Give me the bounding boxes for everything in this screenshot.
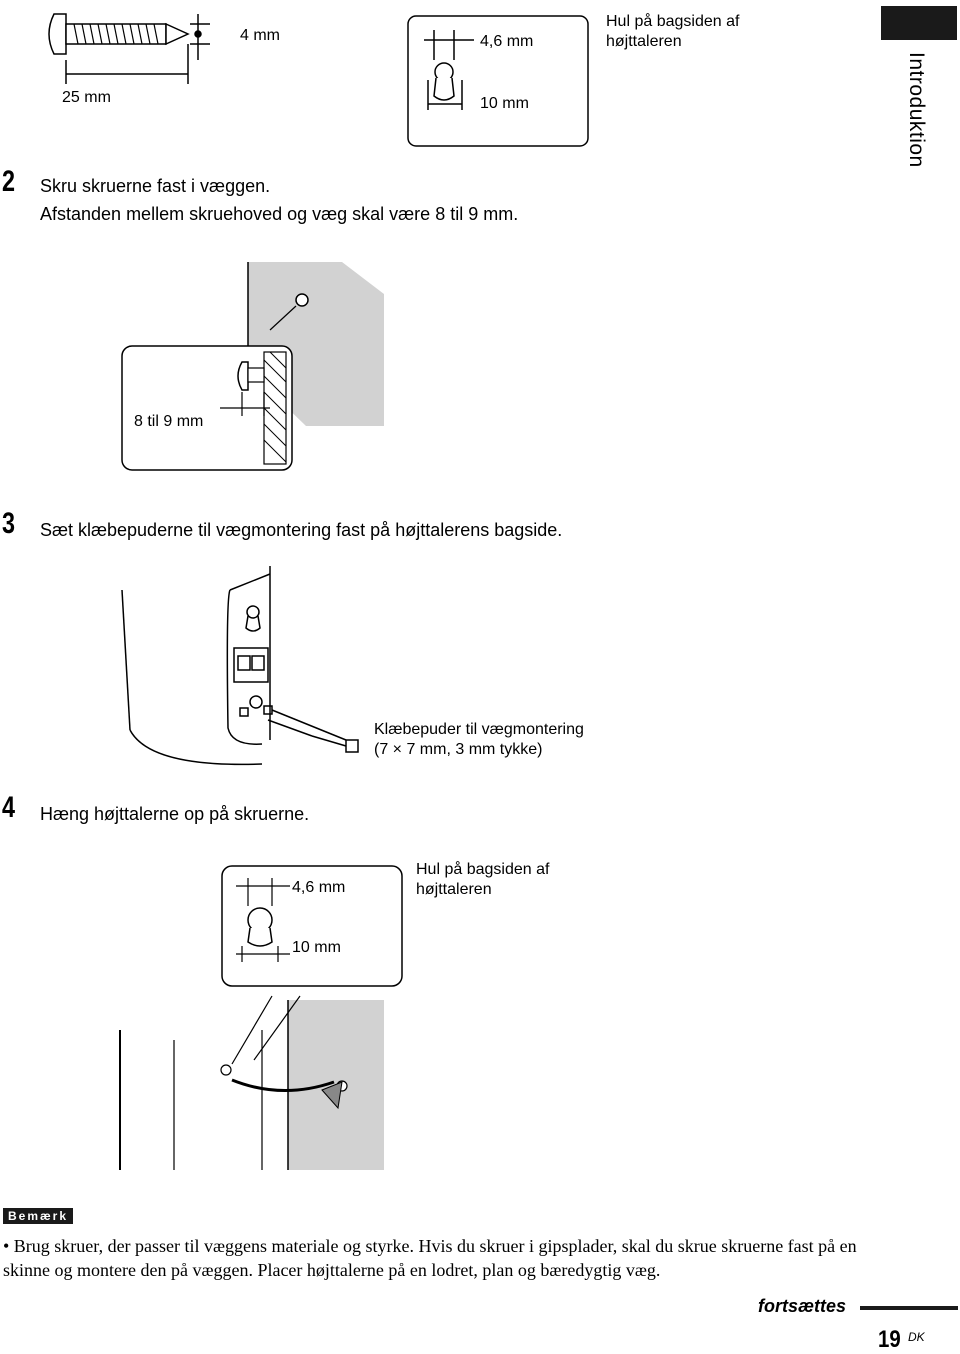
- wall-screw-illustration: [122, 262, 384, 470]
- section-label: Introduktion: [905, 52, 928, 168]
- section-tab-marker: [881, 6, 957, 40]
- hole-caption-line1: Hul på bagsiden af: [606, 13, 740, 30]
- fig4-hole-caption-line1: Hul på bagsiden af: [416, 861, 550, 878]
- step-3-text: Sæt klæbepuderne til vægmontering fast på højttalerens bagside.: [40, 520, 563, 540]
- step-4-number: 4: [2, 791, 16, 824]
- fig4-hole-height-label: 10 mm: [292, 939, 341, 956]
- page-number: 19: [878, 1326, 901, 1353]
- note-text: • Brug skruer, der passer til væggens materiale og styrke. Hvis du skruer i gipsplader, skal du skrue skruerne fast på en skinne og montere den på væggen. Placer højttalerne på en lodret, plan og bæredygtig væg.: [3, 1236, 857, 1280]
- fig4-hole-width-label: 4,6 mm: [292, 879, 346, 896]
- hole-width-label: 4,6 mm: [480, 33, 534, 50]
- note-tag: Bemærk: [3, 1208, 73, 1224]
- continued-rule: [860, 1306, 958, 1310]
- speaker-back-illustration: [122, 566, 358, 764]
- screw-illustration: [49, 14, 210, 84]
- pad-label-line2: (7 × 7 mm, 3 mm tykke): [374, 741, 543, 758]
- page-suffix: DK: [908, 1330, 925, 1344]
- gap-label: 8 til 9 mm: [134, 413, 204, 430]
- pad-label-line1: Klæbepuder til vægmontering: [374, 721, 584, 738]
- step-4-text: Hæng højttalerne op på skruerne.: [40, 804, 310, 824]
- hole-caption-line2: højttaleren: [606, 33, 682, 50]
- hole-height-label: 10 mm: [480, 95, 529, 112]
- step-2-number: 2: [2, 165, 16, 198]
- screw-length-label: 25 mm: [62, 89, 111, 106]
- step-2-line1: Skru skruerne fast i væggen.: [40, 176, 271, 196]
- step-3-number: 3: [2, 507, 16, 540]
- fig4-hole-caption-line2: højttaleren: [416, 881, 492, 898]
- hanging-illustration: [120, 866, 402, 1170]
- screw-diameter-label: 4 mm: [240, 27, 280, 44]
- continued-label: fortsættes: [758, 1296, 847, 1316]
- step-2-line2: Afstanden mellem skruehoved og væg skal være 8 til 9 mm.: [40, 204, 519, 224]
